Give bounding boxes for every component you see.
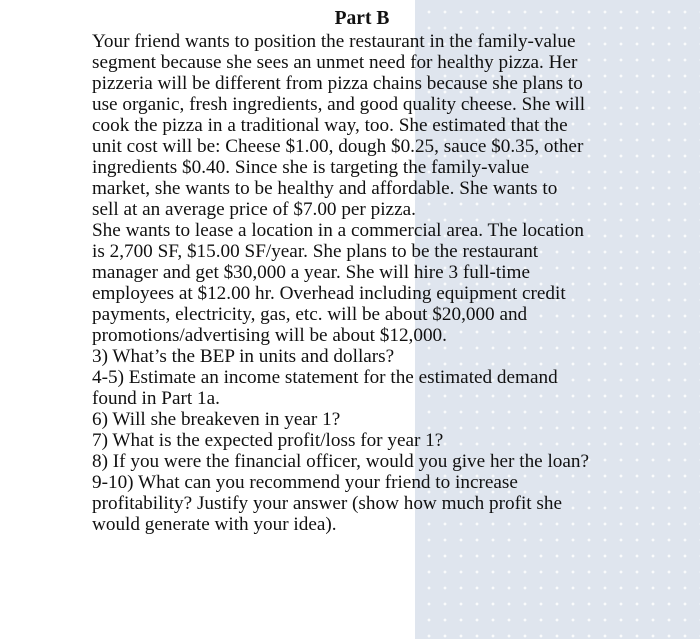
document-body <box>92 31 652 535</box>
text-line: promotions/advertising will be about $12,000. <box>92 325 447 346</box>
paragraph <box>92 346 652 367</box>
text-line: found in Part 1a. <box>92 388 220 409</box>
paragraph <box>92 451 652 472</box>
text-line: cook the pizza in a traditional way, too. She estimated that the <box>92 115 568 136</box>
text-line: market, she wants to be healthy and affordable. She wants to <box>92 178 558 199</box>
paragraph <box>92 472 652 535</box>
text-line: pizzeria will be different from pizza chains because she plans to <box>92 73 583 94</box>
document-title: Part B <box>334 8 390 29</box>
paragraph <box>92 409 652 430</box>
text-line: 7) What is the expected profit/loss for year 1? <box>92 430 444 451</box>
text-line: ingredients $0.40. Since she is targeting the family-value <box>92 157 530 178</box>
text-line: unit cost will be: Cheese $1.00, dough $0.25, sauce $0.35, other <box>92 136 584 157</box>
text-line: is 2,700 SF, $15.00 SF/year. She plans to be the restaurant <box>92 241 539 262</box>
text-line: sell at an average price of $7.00 per pizza. <box>92 199 416 220</box>
text-line: Your friend wants to position the restaurant in the family-value <box>92 31 576 52</box>
document <box>92 8 652 535</box>
text-line: payments, electricity, gas, etc. will be about $20,000 and <box>92 304 528 325</box>
paragraph <box>92 367 652 409</box>
text-line: manager and get $30,000 a year. She will hire 3 full-time <box>92 262 530 283</box>
text-line: 6) Will she breakeven in year 1? <box>92 409 341 430</box>
text-line: She wants to lease a location in a commercial area. The location <box>92 220 584 241</box>
text-line: profitability? Justify your answer (show how much profit she <box>92 493 563 514</box>
text-line: use organic, fresh ingredients, and good quality cheese. She will <box>92 94 586 115</box>
text-line: would generate with your idea). <box>92 514 337 535</box>
text-line: employees at $12.00 hr. Overhead including equipment credit <box>92 283 566 304</box>
text-line: 4-5) Estimate an income statement for the estimated demand <box>92 367 558 388</box>
paragraph <box>92 220 652 346</box>
paragraph <box>92 31 652 220</box>
text-line: segment because she sees an unmet need for healthy pizza. Her <box>92 52 578 73</box>
paragraph <box>92 430 652 451</box>
text-line: 8) If you were the financial officer, would you give her the loan? <box>92 451 590 472</box>
text-line: 9-10) What can you recommend your friend to increase <box>92 472 518 493</box>
text-line: 3) What’s the BEP in units and dollars? <box>92 346 395 367</box>
